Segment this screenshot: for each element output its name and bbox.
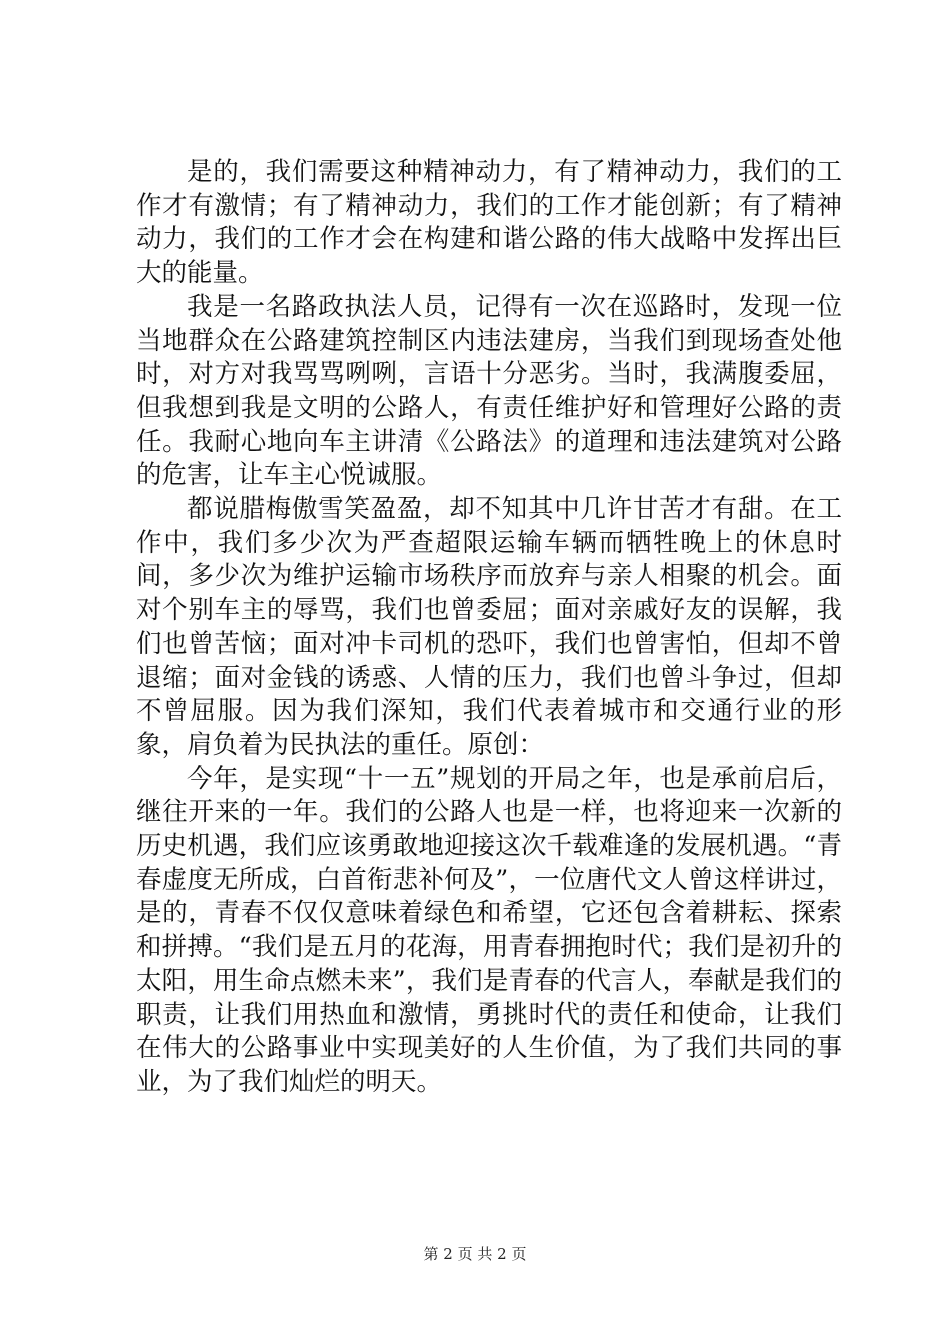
page-footer: 第 2 页 共 2 页 [423,1245,527,1263]
document-body [136,156,842,1100]
paragraph-3: 都说腊梅傲雪笑盈盈，却不知其中几许甘苦才有甜。在工作中，我们多少次为严查超限运输车辆而牺牲晚上的休息时间，多少次为维护运输市场秩序而放弃与亲人相聚的机会。面对个别车主的辱骂，我们也曾委屈；面对亲戚好友的误解，我们也曾苦恼；面对冲卡司机的恐吓，我们也曾害怕，但却不曾退缩；面对金钱的诱惑、人情的压力，我们也曾斗争过，但却不曾屈服。因为我们深知，我们代表着城市和交通行业的形象，肩负着为民执法的重任。原创： [136,494,842,760]
paragraph-2: 我是一名路政执法人员，记得有一次在巡路时，发现一位当地群众在公路建筑控制区内违法建房，当我们到现场查处他时，对方对我骂骂咧咧，言语十分恶劣。当时，我满腹委屈，但我想到我是文明的公路人，有责任维护好和管理好公路的责任。我耐心地向车主讲清《公路法》的道理和违法建筑对公路的危害，让车主心悦诚服。 [136,291,842,491]
paragraph-1: 是的，我们需要这种精神动力，有了精神动力，我们的工作才有激情；有了精神动力，我们的工作才能创新；有了精神动力，我们的工作才会在构建和谐公路的伟大战略中发挥出巨大的能量。 [136,157,842,289]
paragraph-4: 今年，是实现“十一五”规划的开局之年，也是承前启后，继往开来的一年。我们的公路人也是一样，也将迎来一次新的历史机遇，我们应该勇敢地迎接这次千载难逢的发展机遇。“青春虚度无所成，白首衔悲补何及”，一位唐代文人曾这样讲过，是的，青春不仅仅意味着绿色和希望，它还包含着耕耘、探索和拼搏。“我们是五月的花海，用青春拥抱时代；我们是初升的太阳，用生命点燃未来”，我们是青春的代言人，奉献是我们的职责，让我们用热血和激情，勇挑时代的责任和使命，让我们在伟大的公路事业中实现美好的人生价值，为了我们共同的事业，为了我们灿烂的明天。 [136,763,842,1097]
